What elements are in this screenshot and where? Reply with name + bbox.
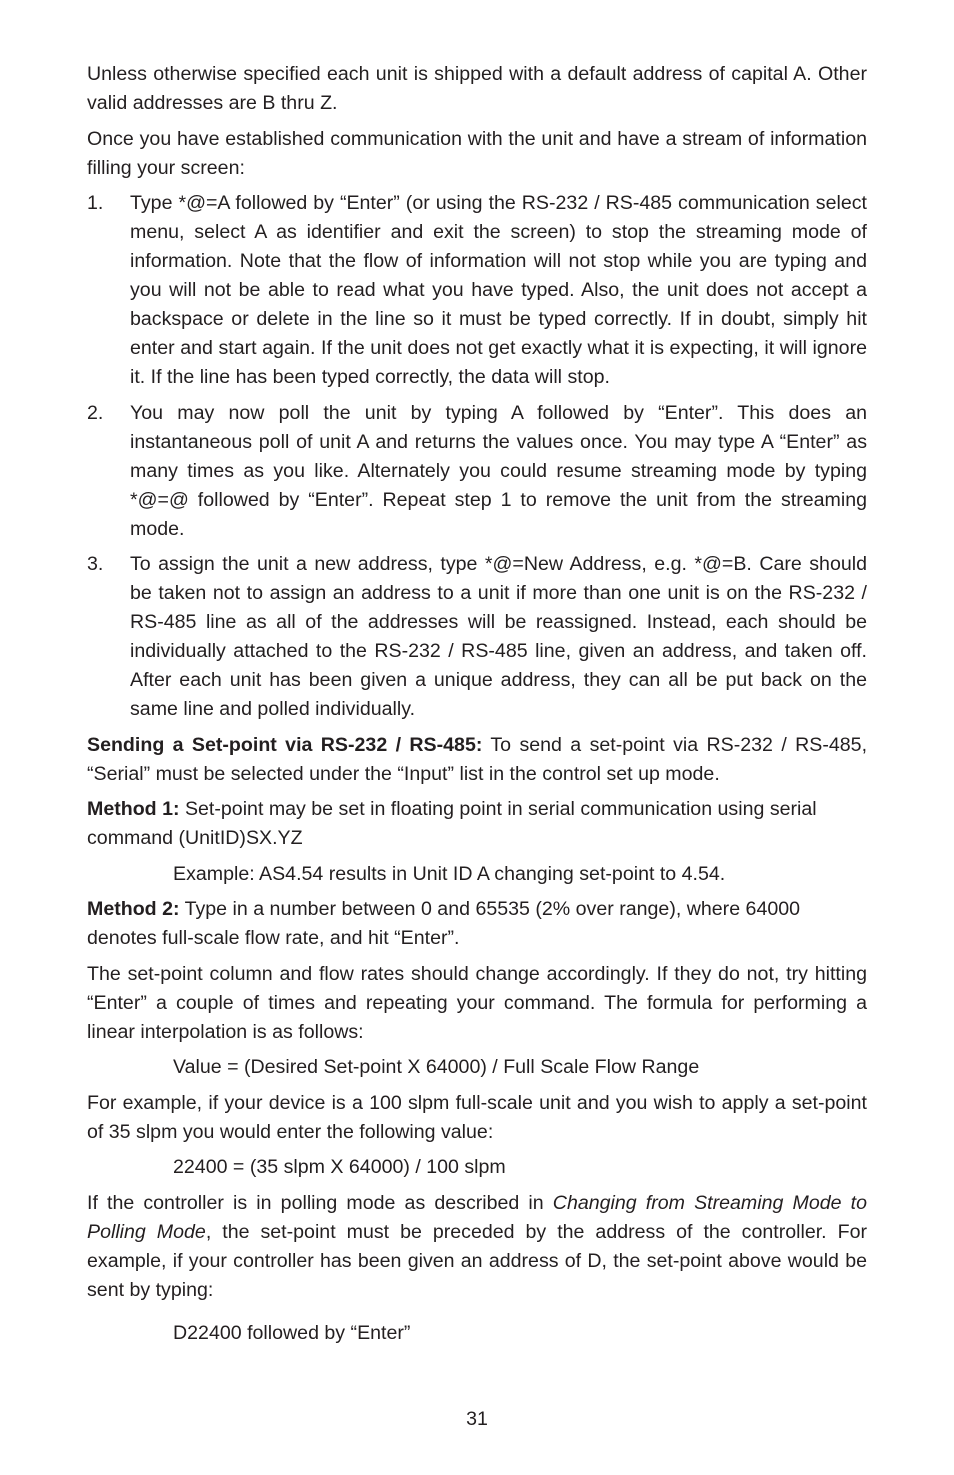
- list-item: [87, 550, 867, 724]
- method1-example: Example: AS4.54 results in Unit ID A changing set-point to 4.54.: [173, 862, 726, 885]
- final-command: D22400 followed by “Enter”: [173, 1321, 411, 1344]
- steps-list: [87, 189, 867, 724]
- polling-paragraph: [87, 1189, 867, 1305]
- method2-label: Method 2:: [87, 898, 180, 920]
- intro-paragraph-default-address: Unless otherwise specified each unit is shipped with a default address of capital A. Other valid addresses are B thru Z.: [87, 63, 867, 114]
- example-formula: 22400 = (35 slpm X 64000) / 100 slpm: [173, 1156, 506, 1178]
- list-item: [87, 189, 867, 392]
- page-body: [87, 60, 867, 1354]
- polling-section-reference: Changing from Streaming Mode to Polling Mode: [87, 1191, 867, 1243]
- setpoint-paragraph: [87, 731, 867, 789]
- method2-text: Type in a number between 0 and 65535 (2% over range), where 64000 denotes full-scale flow rate, and hit “Enter”.: [87, 898, 801, 949]
- step-number: 2.: [87, 401, 104, 424]
- setpoint-heading: Sending a Set-point via RS-232 / RS-485:: [87, 733, 483, 756]
- step-text: Type *@=A followed by “Enter” (or using the RS-232 / RS-485 communication select menu, select A as identifier and exit the screen) to stop the streaming mode of information. Note that the flow of information will not stop while you are typing and you will not be able to read what you have typed. Also, the unit does not accept a backspace or delete in the line so it must be typed correctly. If in doubt, simply hit enter and start again. If the unit does not get exactly what it is expecting, it will ignore it. If the line has been typed correctly, the data will stop.: [130, 192, 867, 388]
- setpoint-text: To send a set-point via RS-232 / RS-485, “Serial” must be selected under the “Input” list in the control set up mode.: [87, 733, 868, 785]
- page-number: 31: [466, 1408, 488, 1430]
- list-item: [87, 399, 867, 544]
- method1-paragraph: [87, 795, 867, 853]
- method2-paragraph: [87, 895, 867, 953]
- interpolation-formula: Value = (Desired Set-point X 64000) / Full Scale Flow Range: [173, 1056, 700, 1078]
- step-number: 3.: [87, 553, 104, 575]
- step-number: 1.: [87, 192, 104, 214]
- polling-text-after: , the set-point must be preceded by the address of the controller. For example, if your controller has been given an address of D, the set-point above would be sent by typing:: [87, 1220, 868, 1301]
- polling-text-before: If the controller is in polling mode as described in: [87, 1191, 553, 1214]
- example-paragraph: For example, if your device is a 100 slpm full-scale unit and you wish to apply a set-point of 35 slpm you would enter the following value:: [87, 1091, 867, 1143]
- method1-text: Set-point may be set in floating point in serial communication using serial command (UnitID)SX.YZ: [87, 798, 817, 849]
- flow-rate-paragraph: The set-point column and flow rates should change accordingly. If they do not, try hitting “Enter” a couple of times and repeating your command. The formula for performing a linear interpolation is as follows:: [87, 962, 867, 1043]
- intro-paragraph-communication: Once you have established communication with the unit and have a stream of information filling your screen:: [87, 127, 867, 179]
- step-text: To assign the unit a new address, type *@=New Address, e.g. *@=B. Care should be taken not to assign an address to a unit if more than one unit is on the RS-232 / RS-485 line as all of the addresses will be reassigned. Instead, each should be individually attached to the RS-232 / RS-485 line, given an address, and taken off. After each unit has been given a unique address, they can all be put back on the same line and polled individually.: [130, 553, 867, 720]
- step-text: You may now poll the unit by typing A followed by “Enter”. This does an instantaneous poll of unit A and returns the values once. You may type A “Enter” as many times as you like. Alternately you could resume streaming mode by typing *@=@ followed by “Enter”. Repeat step 1 to remove the unit from the streaming mode.: [130, 401, 867, 540]
- method1-label: Method 1:: [87, 798, 180, 820]
